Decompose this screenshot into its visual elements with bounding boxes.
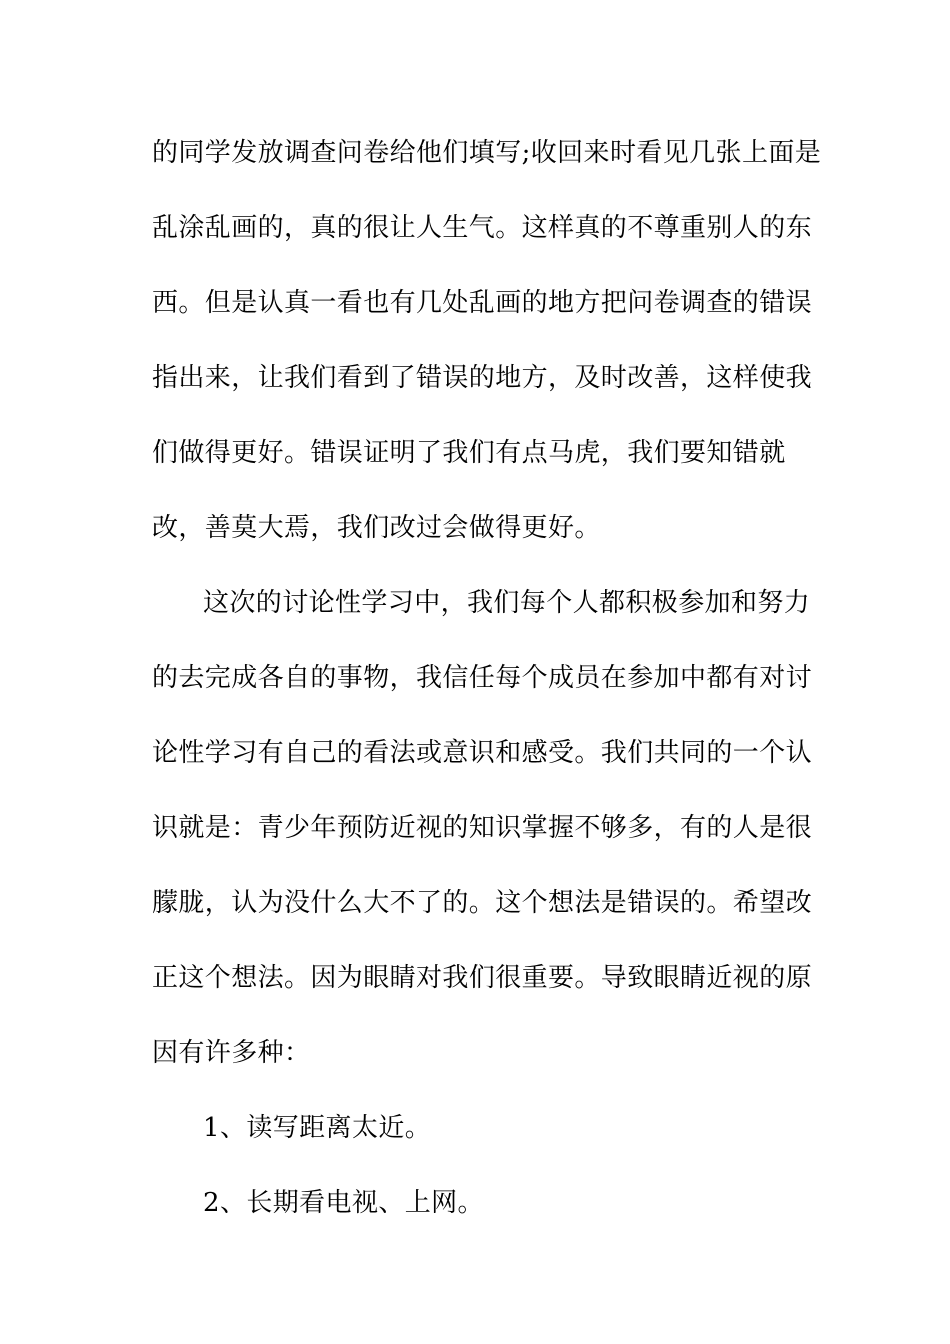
list-item: 1、读写距离太近。 [203, 1113, 432, 1143]
paragraph-line: 论性学习有自己的看法或意识和感受。我们共同的一个认 [152, 738, 813, 768]
paragraph-line: 指出来，让我们看到了错误的地方，及时改善，这样使我 [152, 363, 813, 393]
list-item: 2、长期看电视、上网。 [203, 1188, 484, 1218]
paragraph-line: 们做得更好。错误证明了我们有点马虎，我们要知错就 [152, 438, 786, 468]
paragraph-line: 乱涂乱画的，真的很让人生气。这样真的不尊重别人的东 [152, 213, 813, 243]
paragraph-line: 因有许多种： [152, 1038, 311, 1068]
paragraph-line: 西。但是认真一看也有几处乱画的地方把问卷调查的错误 [152, 288, 813, 318]
paragraph-line: 这次的讨论性学习中，我们每个人都积极参加和努力 [203, 588, 811, 618]
paragraph-line: 改，善莫大焉，我们改过会做得更好。 [152, 513, 601, 543]
paragraph-line: 识就是：青少年预防近视的知识掌握不够多，有的人是很 [152, 813, 813, 843]
paragraph-line: 的同学发放调查问卷给他们填写;收回来时看见几张上面是 [152, 138, 822, 168]
paragraph-line: 朦胧，认为没什么大不了的。这个想法是错误的。希望改 [152, 888, 813, 918]
paragraph-line: 正这个想法。因为眼睛对我们很重要。导致眼睛近视的原 [152, 963, 813, 993]
paragraph-line: 的去完成各自的事物，我信任每个成员在参加中都有对讨 [152, 663, 813, 693]
